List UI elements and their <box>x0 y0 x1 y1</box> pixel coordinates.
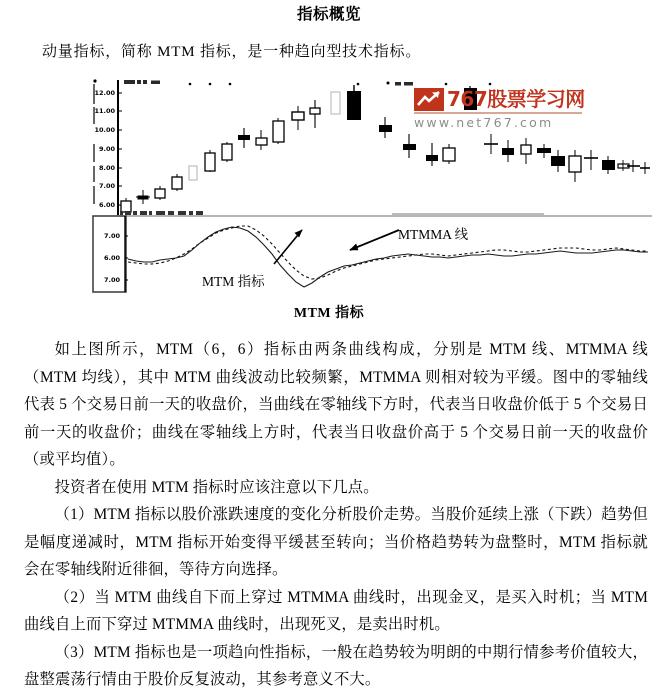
article-body <box>24 336 648 694</box>
intro-paragraph: 动量指标，简称 MTM 指标，是一种趋向型技术指标。 <box>42 44 422 60</box>
indicator-axis-labels <box>104 232 121 284</box>
chart-header-text <box>124 80 160 84</box>
stock-chart-svg <box>92 78 652 298</box>
price-axis-labels <box>94 89 115 209</box>
watermark-url: www.net767.com <box>414 115 554 130</box>
svg-text:6.00: 6.00 <box>98 201 115 209</box>
svg-text:12.00: 12.00 <box>94 89 115 97</box>
chart-header-right-text <box>395 82 413 86</box>
page-title: 指标概览 <box>296 5 361 23</box>
mtm-chart-figure <box>92 78 652 298</box>
axis-top-dot <box>93 79 96 82</box>
svg-text:7.00: 7.00 <box>103 276 120 284</box>
annotation-mtmma-label: MTMMA 线 <box>398 227 469 242</box>
candlestick-series <box>121 85 650 213</box>
figure-caption: MTM 指标 <box>293 306 365 321</box>
svg-text:11.00: 11.00 <box>94 107 115 115</box>
svg-text:8.00: 8.00 <box>98 164 115 172</box>
svg-text:9.00: 9.00 <box>98 145 115 153</box>
paragraph-1: 如上图所示，MTM（6，6）指标由两条曲线构成，分别是 MTM 线、MTMMA 线（MTM 均线），其中 MTM 曲线波动比较频繁，MTMMA 则相对较为平缓。图中的零轴线代表 5 个交易日前一天的收盘价，当曲线在零轴线下方时，代表当日收盘价低于 5 个交易日前一天的收盘价；曲线在零轴线上方时，代表当日收盘价高于 5 个交易日前一天的收盘价（或平均值）。 <box>24 341 648 468</box>
paragraph-3: （1）MTM 指标以股价涨跌速度的变化分析股价走势。当股价延续上涨（下跌）趋势但是幅度递减时，MTM 指标开始变得平缓甚至转向；当价格趋势转为盘整时，MTM 指标就会在零轴线附近徘徊，等待方向选择。 <box>24 506 648 578</box>
svg-text:6.00: 6.00 <box>103 254 120 262</box>
svg-text:7.00: 7.00 <box>98 182 115 190</box>
paragraph-4: （2）当 MTM 曲线自下而上穿过 MTMMA 曲线时，出现金叉，是买入时机；当 MTM 曲线自上而下穿过 MTMMA 曲线时，出现死叉，是卖出时机。 <box>24 588 648 633</box>
chart-marker-dots <box>189 82 492 86</box>
annotation-mtm-label: MTM 指标 <box>202 274 265 289</box>
paragraph-2: 投资者在使用 MTM 指标时应该注意以下几点。 <box>54 478 379 496</box>
svg-text:7.00: 7.00 <box>103 232 120 240</box>
paragraph-5: （3）MTM 指标也是一项趋向性指标，一般在趋势较为明朗的中期行情参考价值较大，盘整震荡行情由于股价反复波动，其参考意义不大。 <box>24 643 648 688</box>
svg-text:10.00: 10.00 <box>94 126 115 134</box>
watermark-brand: 767股票学习网 <box>447 87 585 111</box>
price-panel-footer-text <box>120 211 203 215</box>
